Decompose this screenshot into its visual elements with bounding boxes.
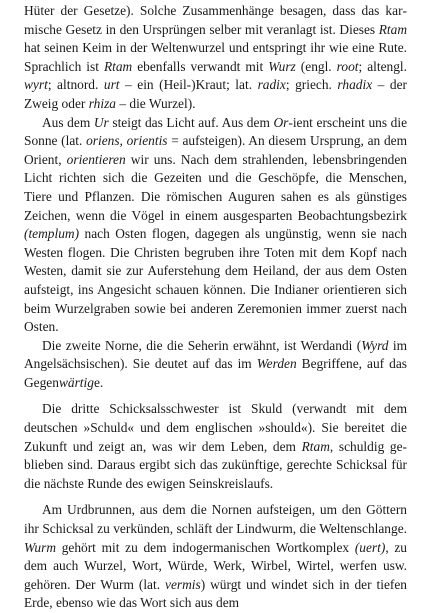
text-run: Am Urdbrunnen, aus dem die Nornen aufsteigen, um den Göttern ihr Schicksal zu verkünden, schläft der Lindwurm, die Weltenschlange. (24, 502, 407, 537)
italic-term: root (336, 58, 359, 74)
text-run: ebenfalls verwandt mit (132, 58, 269, 74)
text-run: hat seinen Keim in der Weltenwurzel und entspringt ihr wie eine Rute. Sprachlich ist (24, 40, 407, 74)
text-run: gehört mit zu dem indogermanischen Wortkomplex (56, 539, 355, 555)
text-run: Die dritte Schicksalsschwester ist Skuld (verwandt mit dem deutschen »Schuld« und dem englischen »should«). Sie bereitet die Zukunft und zeigt an, was wir dem Leben, dem (24, 401, 407, 454)
text-run: , schuldig geblieben sind. Daraus ergibt sich das zukünftige, gerechte Schicksal für die nächste Runde des ewigen Seinskreislaufs. (24, 438, 408, 491)
italic-term: Wurz (268, 58, 296, 74)
text-run: Begriffene, auf das Gegen (24, 356, 407, 390)
text-run: ; altnord. (47, 77, 104, 93)
italic-term: urt (103, 77, 120, 93)
italic-term: Werden (256, 356, 297, 372)
text-run: Aus dem (42, 114, 94, 130)
italic-term: oriens, orientis (86, 133, 168, 149)
text-run: – ein (Heil-)Kraut; lat. (119, 77, 258, 93)
text-run: Hüter der Gesetze). Solche Zusammenhänge besagen, dass das karmische Gesetz in den Ursprüngen selber mit veranlagt ist. Dieses (24, 3, 407, 37)
italic-term: Rtam (378, 21, 407, 37)
paragraph-3 (24, 337, 407, 393)
text-run: , zu dem auch Wurzel, Wort, Würde, Werk, Wirbel, Wirtel, werfen usw. gehören. Der Wurm (lat. (24, 539, 407, 592)
italic-term: Rtam (301, 438, 330, 454)
italic-term: wärtig (58, 374, 94, 390)
paragraph-4 (24, 400, 407, 493)
italic-term: Rtam (103, 58, 133, 74)
text-run: ; griech. (285, 77, 338, 93)
text-run: (engl. (295, 58, 337, 74)
text-run: -ient erscheint uns die Sonne (lat. (24, 114, 408, 149)
italic-term: radix (257, 77, 286, 93)
italic-term: wyrt (24, 77, 48, 93)
paragraph-2 (24, 114, 407, 337)
italic-term: (templum) (24, 226, 80, 242)
text-run: ) würgt und windet sich in der tiefen Erde, ebenso wie das Wort sich aus dem (24, 576, 407, 611)
italic-term: orientieren (66, 151, 126, 167)
text-run: – der Zweig oder (24, 77, 407, 111)
text-run: wir uns. Nach dem strahlenden, lebensbringenden Licht richten sich die Gezeiten und die Geschöpfe, die Menschen, Tiere und Pflanzen. Die römischen Auguren sahen es als günstiges Zeichen, wenn die Vögel in einem ausgesparten Beobachtungsbezirk (24, 151, 407, 223)
text-run: im Angelsächsischen). Sie deutet auf das im (24, 337, 408, 372)
italic-term: Wurm (24, 539, 56, 555)
text-run: = aufsteigen). An diesem Ursprung, an dem Orient, (24, 133, 407, 167)
italic-term: Ur (93, 114, 109, 130)
text-run: e. (93, 374, 104, 390)
italic-term: (uert) (354, 539, 386, 555)
italic-term: vermis (165, 576, 201, 592)
italic-term: rhiza (88, 95, 116, 111)
text-run: nach Osten flogen, dagegen als ungünstig, wenn sie nach Westen flogen. Die Christen begruben ihre Toten mit dem Kopf nach Westen, damit sie zur Auferstehung dem Heiland, der aus dem Osten aufsteigt, ins Angesicht schauen können. Die Indianer orientieren sich beim Wurzelgraben sowie bei anderen Zeremonien immer zuerst nach Osten. (24, 226, 407, 335)
italic-term: Or (273, 114, 289, 130)
italic-term: rhadix (337, 77, 373, 93)
text-run: ; altengl. (358, 58, 407, 74)
text-run: steigt das Licht auf. Aus dem (108, 114, 274, 130)
text-run: – die Wurzel). (116, 95, 196, 111)
paragraph-5 (24, 501, 407, 613)
text-run: Die zweite Norne, die die Seherin erwähnt, ist Werdandi ( (42, 337, 362, 353)
italic-term: Wyrd (361, 337, 389, 353)
paragraph-1 (24, 2, 407, 114)
